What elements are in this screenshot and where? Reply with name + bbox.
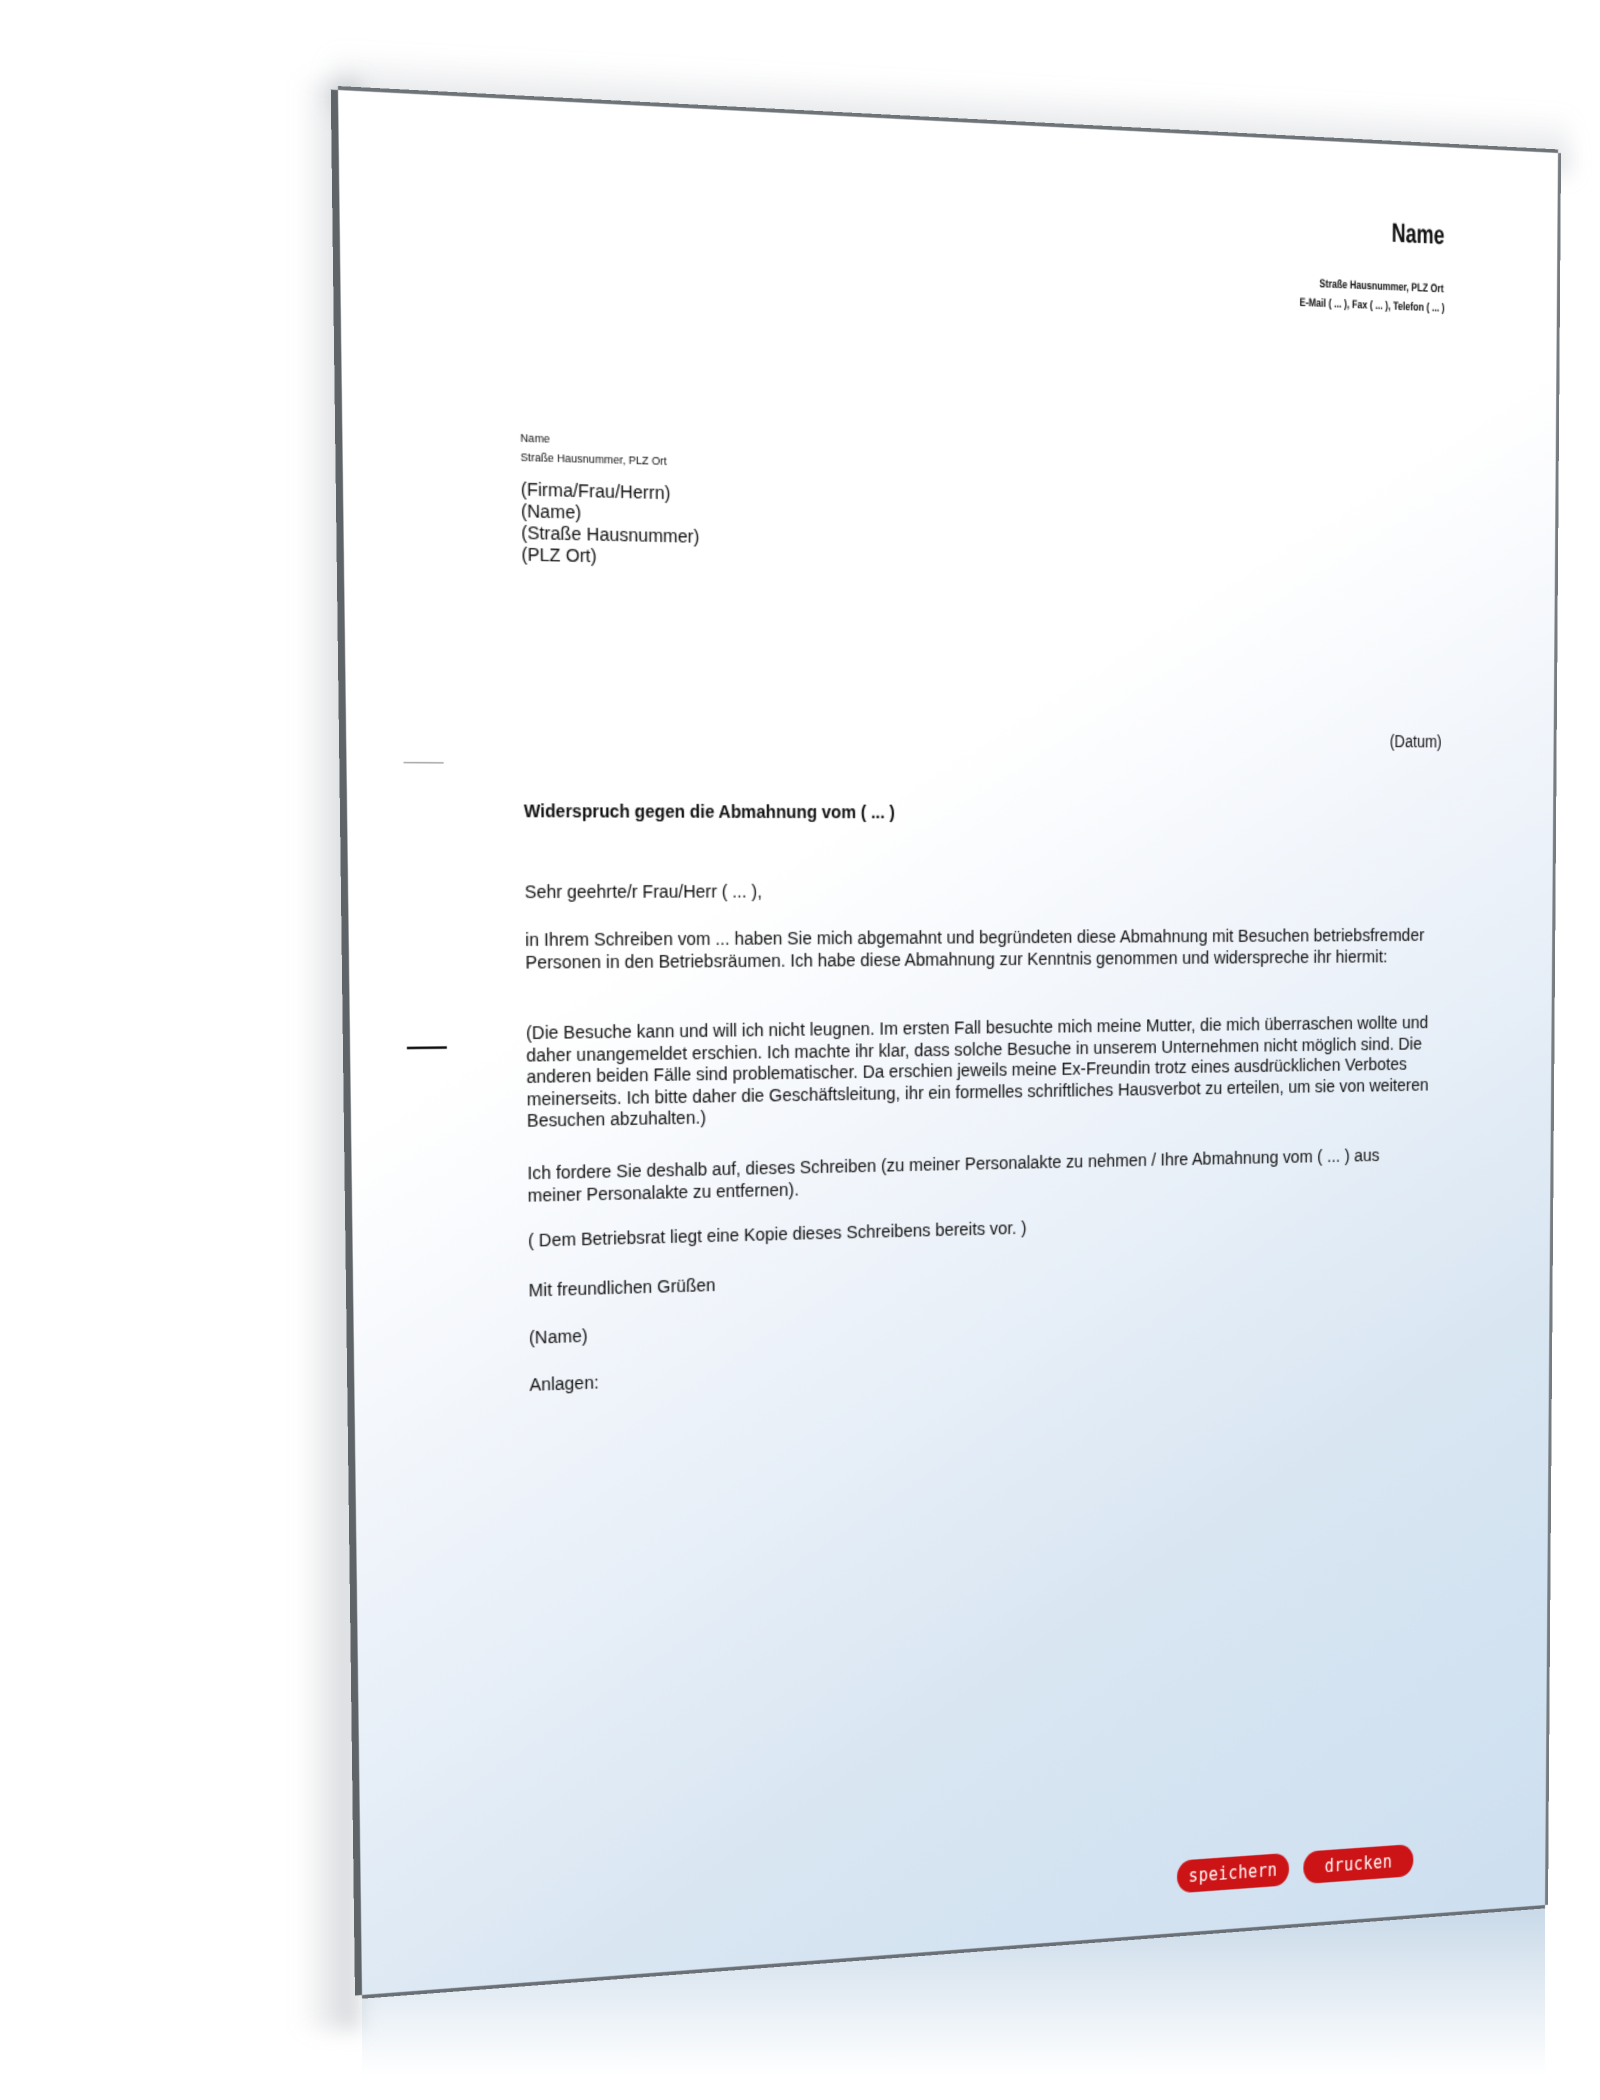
salutation: Sehr geehrte/r Frau/Herr ( ... ), <box>524 881 763 904</box>
recipient-street: (Straße Hausnummer) <box>521 522 700 548</box>
letterhead-address: Straße Hausnummer, PLZ Ort <box>1319 277 1445 296</box>
document-page <box>338 90 1558 1995</box>
punch-mark <box>407 1046 447 1048</box>
letterhead-name: Name <box>1391 217 1445 251</box>
recipient-name: (Name) <box>520 500 582 524</box>
recipient-city: (PLZ Ort) <box>521 544 597 568</box>
closing: Mit freundlichen Grüßen <box>528 1274 716 1302</box>
letter-date: (Datum) <box>1389 731 1442 752</box>
letter-subject: Widerspruch gegen die Abmahnung vom ( ... ) <box>523 800 896 824</box>
paragraph-demand: Ich fordere Sie deshalb auf, dieses Schreiben (zu meiner Personalakte zu nehmen / Ihre Abmahnung vom ( ... ) aus meiner Personalakte zu entfernen). <box>527 1145 1380 1207</box>
paragraph-intro: in Ihrem Schreiben vom ... haben Sie mich abgemahnt und begründeten diese Abmahnung mit Besuchen betriebsfremder Personen in den Betriebsräumen. Ich habe diese Abmahnung zur Kenntnis genommen und widerspreche ihr hiermit: <box>525 925 1425 974</box>
sender-line-address: Straße Hausnummer, PLZ Ort <box>520 450 667 469</box>
sender-line-name: Name <box>520 431 550 447</box>
paragraph-explanation: (Die Besuche kann und will ich nicht leugnen. Im ersten Fall besuchte mich meine Mutter, die mich überraschen wollte und daher unangemeldet erschien. Ich machte ihr klar, dass solche Besuche in unserem Unternehmen nicht möglich sind. Die anderen beiden Fälle sind problematischer. Da erschien jeweils meine Ex-Freundin trotz eines ausdrücklichen Verbotes meinerseits. Ich bitte daher die Geschäftsleitung, ihr ein formelles schriftliches Hausverbot zu erteilen, um sie von weiteren Besuchen abzuhalten.) <box>525 1012 1429 1132</box>
save-button[interactable]: speichern <box>1177 1853 1289 1894</box>
print-button[interactable]: drucken <box>1303 1844 1413 1884</box>
letterhead-contact: E-Mail ( ... ), Fax ( ... ), Telefon ( ... ) <box>1299 296 1445 316</box>
signature-name: (Name) <box>528 1325 588 1349</box>
recipient-company: (Firma/Frau/Herrn) <box>520 478 671 505</box>
fold-mark-top <box>404 762 444 764</box>
attachments-label: Anlagen: <box>529 1372 599 1396</box>
paragraph-works-council: ( Dem Betriebsrat liegt eine Kopie dieses Schreibens bereits vor. ) <box>527 1217 1027 1252</box>
